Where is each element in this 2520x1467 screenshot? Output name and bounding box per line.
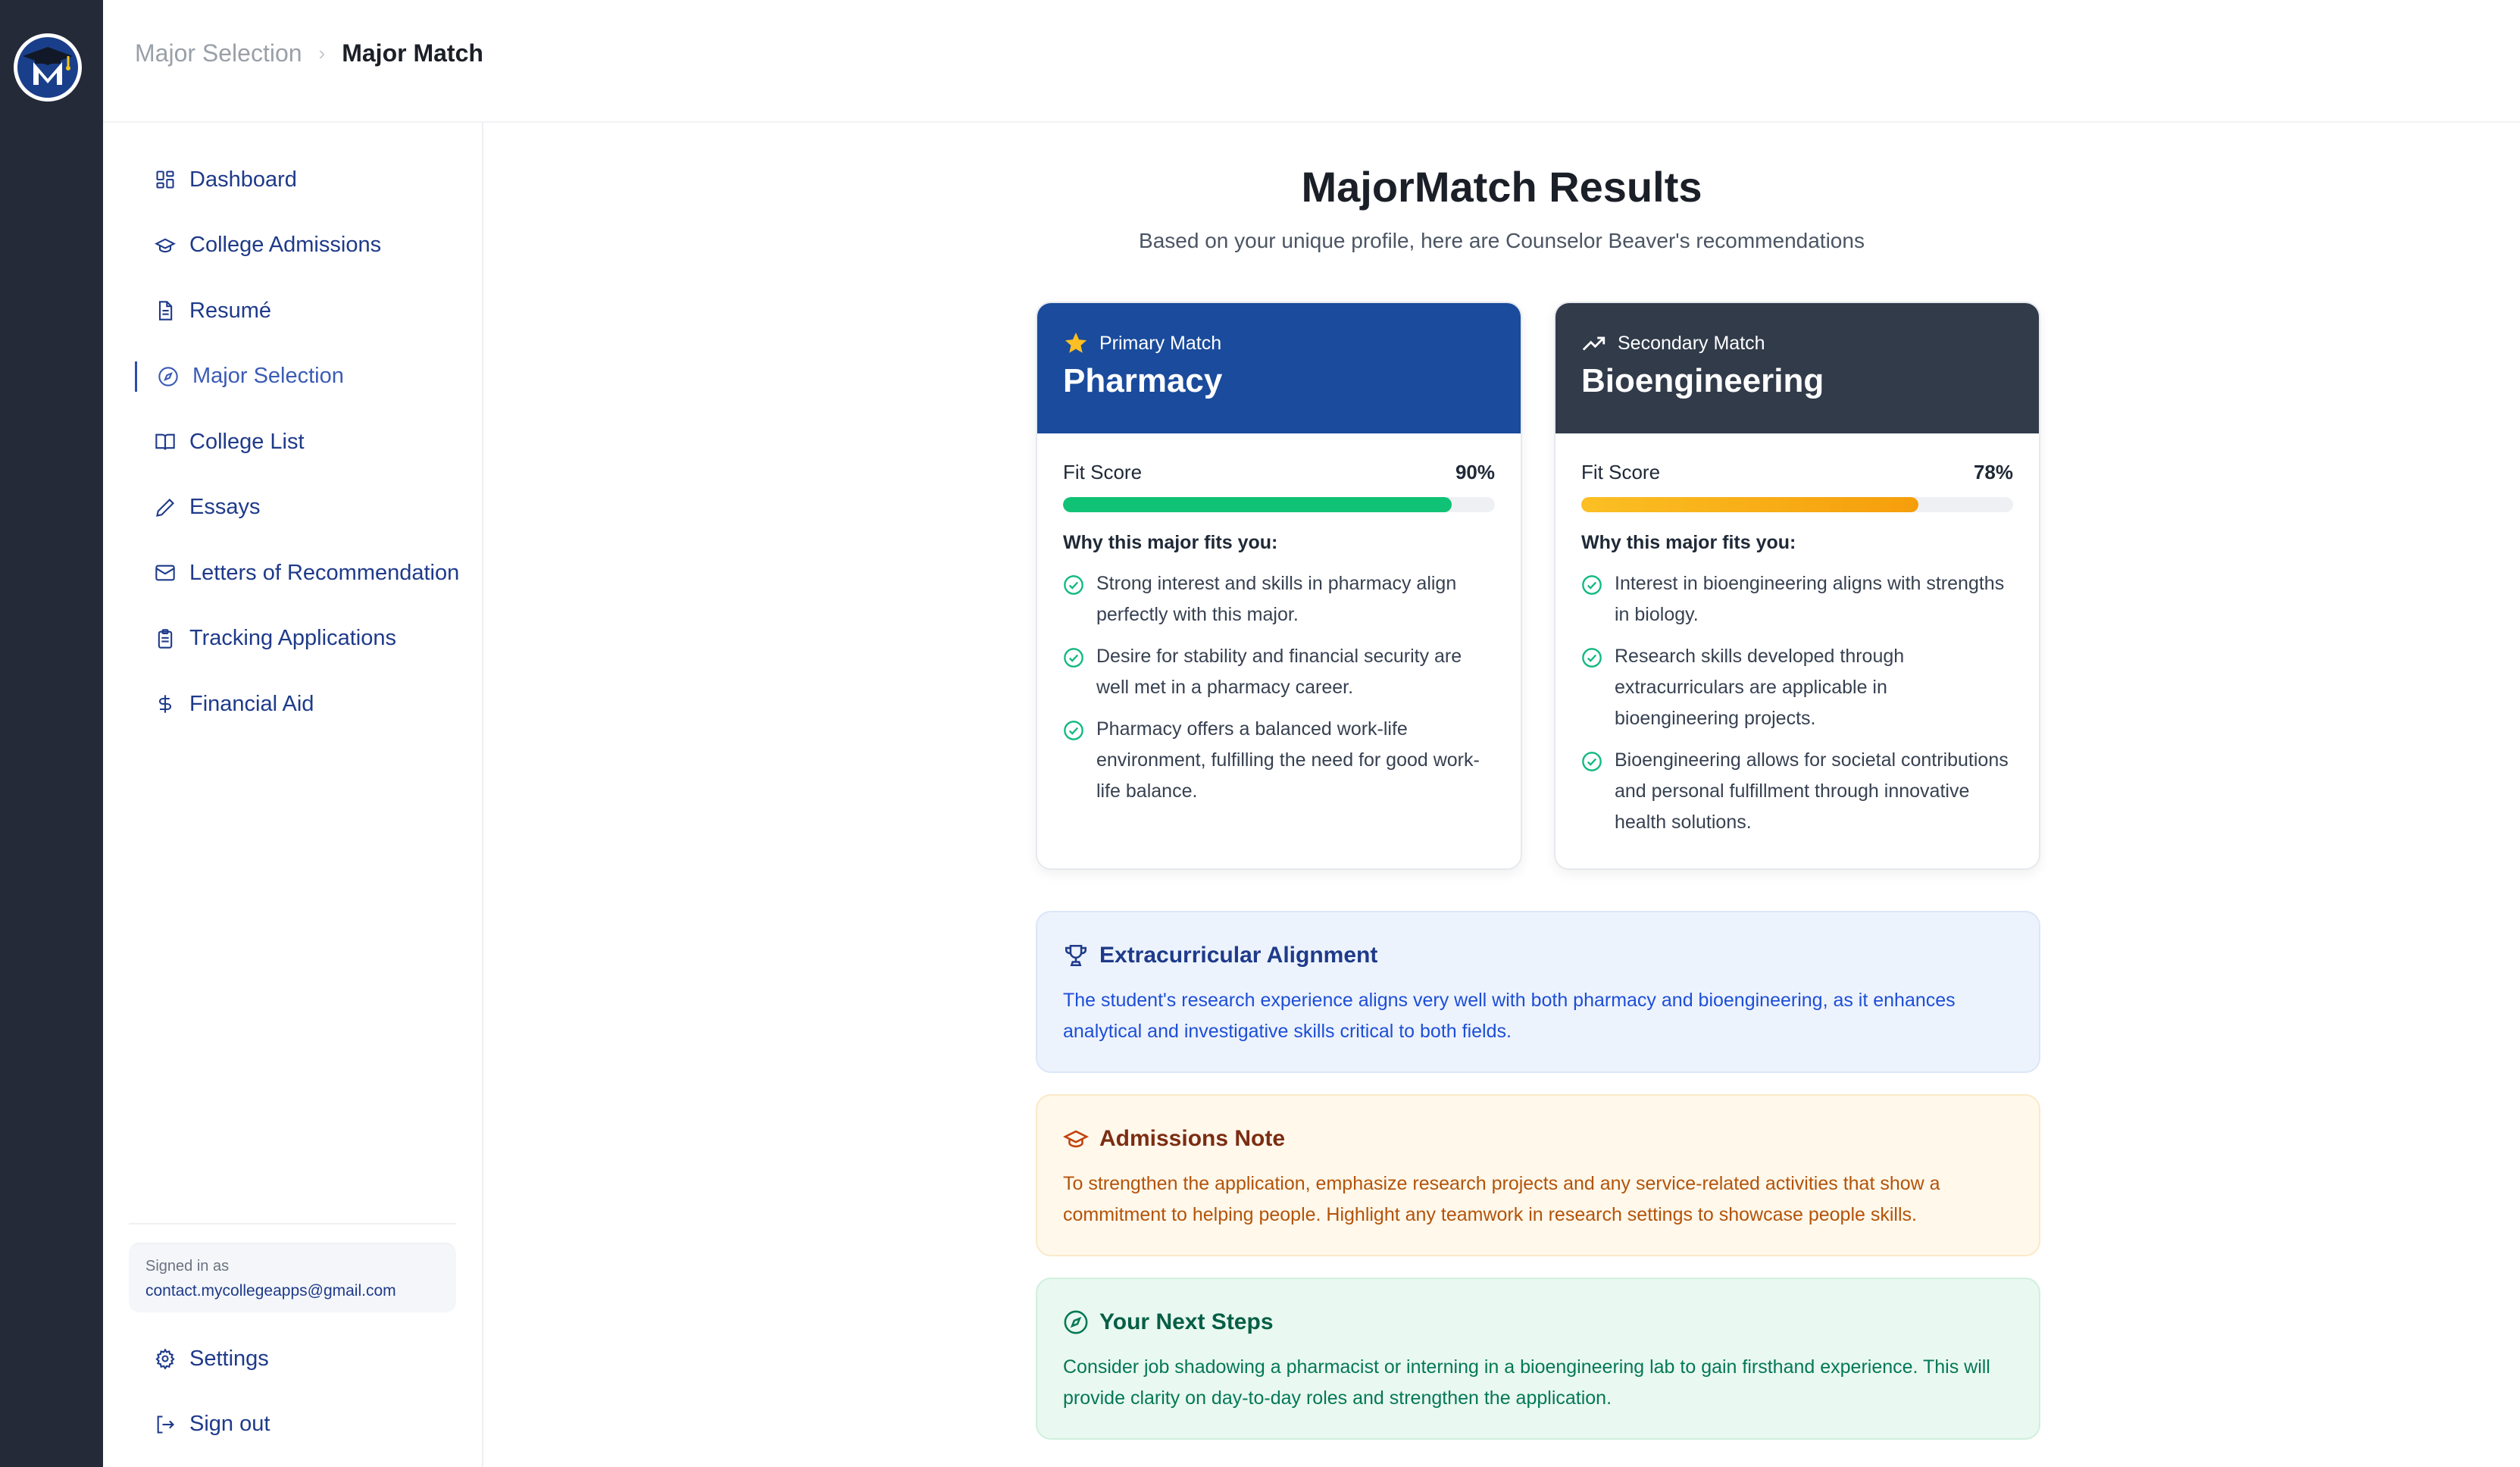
sidebar-item-sign-out[interactable]: [103, 1392, 482, 1458]
sidebar-divider: [129, 1223, 456, 1225]
primary-kicker-text: Primary Match: [1099, 332, 1222, 354]
reason-text: Bioengineering allows for societal contributions and personal fulfillment through innovative health solutions.: [1615, 749, 2009, 833]
app-rail: [0, 0, 103, 1467]
panel-body: Consider job shadowing a pharmacist or interning in a bioengineering lab to gain firsthand experience. This will provide clarity on day-to-day roles and strengthen the application.: [1063, 1356, 1990, 1409]
panel-body: To strengthen the application, emphasize research projects and any service-related activities that show a commitment to helping people. Highlight any teamwork in research settings to showcase people skills.: [1063, 1173, 1940, 1225]
page-subtitle: Based on your unique profile, here are Counselor Beaver's recommendations: [1139, 229, 1865, 252]
fit-score-bar-fill: [1581, 497, 1918, 512]
signed-in-card: [129, 1243, 456, 1312]
panel-body: The student's research experience aligns very well with both pharmacy and bioengineering, as it enhances analytical and investigative skills critical to both fields.: [1063, 990, 1956, 1042]
graduation-cap-icon: [155, 235, 176, 256]
panel-title: Extracurricular Alignment: [1099, 943, 1378, 968]
admissions-note-panel: [1036, 1094, 2040, 1256]
fit-score-bar-fill: [1063, 497, 1452, 512]
top-bar: [103, 0, 2520, 123]
settings-label: Settings: [189, 1346, 269, 1371]
sidebar-item-label: Letters of Recommendation: [189, 560, 460, 585]
pencil-icon: [155, 497, 176, 518]
sidebar-item-essays[interactable]: [103, 475, 482, 541]
list-item: [1063, 641, 1495, 703]
trending-up-icon: [1581, 330, 1607, 356]
check-circle-icon: [1063, 720, 1084, 741]
fit-score-bar: [1581, 497, 2013, 512]
panel-title: Admissions Note: [1099, 1126, 1286, 1151]
graduation-logo-icon: [14, 33, 82, 102]
breadcrumb-separator: ›: [318, 42, 326, 64]
dollar-icon: [155, 693, 176, 715]
breadcrumb-current: Major Match: [342, 39, 483, 67]
why-label: Why this major fits you:: [1581, 532, 1796, 553]
panel-header: [1063, 1126, 1285, 1152]
reason-text: Desire for stability and financial security are well met in a pharmacy career.: [1096, 646, 1462, 698]
check-circle-icon: [1581, 574, 1602, 596]
sidebar-item-label: Dashboard: [189, 167, 297, 192]
panel-header: [1063, 943, 1377, 968]
sidebar-item-label: Essays: [189, 495, 261, 520]
list-item: [1063, 714, 1495, 807]
signed-in-email: contact.mycollegeapps@gmail.com: [145, 1282, 396, 1300]
primary-major-title: Pharmacy: [1063, 362, 1223, 399]
mail-icon: [155, 562, 176, 583]
sidebar-item-letters-of-recommendation[interactable]: [103, 540, 482, 606]
panel-title: Your Next Steps: [1099, 1309, 1274, 1334]
fit-score-bar: [1063, 497, 1495, 512]
sign-out-label: Sign out: [189, 1412, 270, 1437]
sidebar-item-label: Tracking Applications: [189, 626, 396, 651]
fit-score-label: Fit Score: [1063, 461, 1143, 483]
reason-text: Strong interest and skills in pharmacy align perfectly with this major.: [1096, 573, 1457, 625]
list-item: [1581, 745, 2013, 838]
compass-icon: [158, 366, 179, 387]
sidebar-item-college-list[interactable]: [103, 409, 482, 475]
book-icon: [155, 431, 176, 452]
sidebar-item-label: Major Selection: [192, 364, 344, 389]
sidebar: [103, 123, 483, 1467]
sidebar-item-label: Financial Aid: [189, 691, 314, 716]
extracurricular-alignment-panel: [1036, 911, 2040, 1073]
card-header: [1555, 303, 2039, 433]
compass-icon: [1063, 1309, 1089, 1335]
reason-text: Research skills developed through extracurriculars are applicable in bioengineering projects.: [1615, 646, 1905, 729]
why-label: Why this major fits you:: [1063, 532, 1278, 553]
fit-score-value: 90%: [1455, 461, 1495, 483]
graduation-cap-icon: [1063, 1126, 1089, 1152]
list-item: [1063, 568, 1495, 630]
sidebar-item-financial-aid[interactable]: [103, 671, 482, 737]
document-icon: [155, 300, 176, 321]
sidebar-item-major-selection[interactable]: [103, 344, 482, 410]
sidebar-item-label: College Admissions: [189, 233, 382, 258]
sidebar-item-tracking-applications[interactable]: [103, 606, 482, 672]
sidebar-item-resume[interactable]: [103, 278, 482, 344]
secondary-kicker-text: Secondary Match: [1618, 332, 1765, 354]
fit-score-row: [1581, 461, 2013, 484]
card-header: [1037, 303, 1521, 433]
fit-score-row: [1063, 461, 1495, 484]
sidebar-item-settings[interactable]: [103, 1326, 482, 1392]
list-item: [1581, 641, 2013, 734]
check-circle-icon: [1063, 574, 1084, 596]
star-icon: [1063, 330, 1089, 356]
sidebar-item-college-admissions[interactable]: [103, 213, 482, 279]
sidebar-bottom-nav: [103, 1326, 482, 1457]
dashboard-icon: [155, 169, 176, 190]
trophy-icon: [1063, 943, 1089, 968]
signed-in-label: Signed in as: [145, 1258, 230, 1275]
breadcrumb-parent-link[interactable]: Major Selection: [135, 39, 302, 67]
breadcrumb: [135, 39, 483, 67]
app-logo[interactable]: [14, 33, 82, 102]
list-item: [1581, 568, 2013, 630]
sign-out-icon: [155, 1414, 176, 1435]
sidebar-item-dashboard[interactable]: [103, 147, 482, 213]
check-circle-icon: [1581, 751, 1602, 772]
primary-match-card: [1036, 302, 1522, 870]
clipboard-icon: [155, 628, 176, 649]
secondary-match-card: [1554, 302, 2040, 870]
page-title: MajorMatch Results: [1301, 163, 1702, 211]
sidebar-nav: [103, 147, 482, 737]
next-steps-panel: [1036, 1278, 2040, 1440]
reason-text: Interest in bioengineering aligns with strengths in biology.: [1615, 573, 2005, 625]
reason-list: [1063, 568, 1495, 818]
check-circle-icon: [1581, 647, 1602, 668]
sidebar-item-label: College List: [189, 429, 305, 454]
fit-score-label: Fit Score: [1581, 461, 1661, 483]
secondary-major-title: Bioengineering: [1581, 362, 1824, 399]
fit-score-value: 78%: [1973, 461, 2013, 483]
card-kicker: [1063, 330, 1221, 356]
main-content: [483, 123, 2520, 1467]
sidebar-item-label: Resumé: [189, 298, 271, 323]
reason-list: [1581, 568, 2013, 849]
panel-header: [1063, 1309, 1274, 1335]
reason-text: Pharmacy offers a balanced work-life environment, fulfilling the need for good work-life balance.: [1096, 718, 1480, 802]
card-kicker: [1581, 330, 1765, 356]
check-circle-icon: [1063, 647, 1084, 668]
gear-icon: [155, 1348, 176, 1369]
